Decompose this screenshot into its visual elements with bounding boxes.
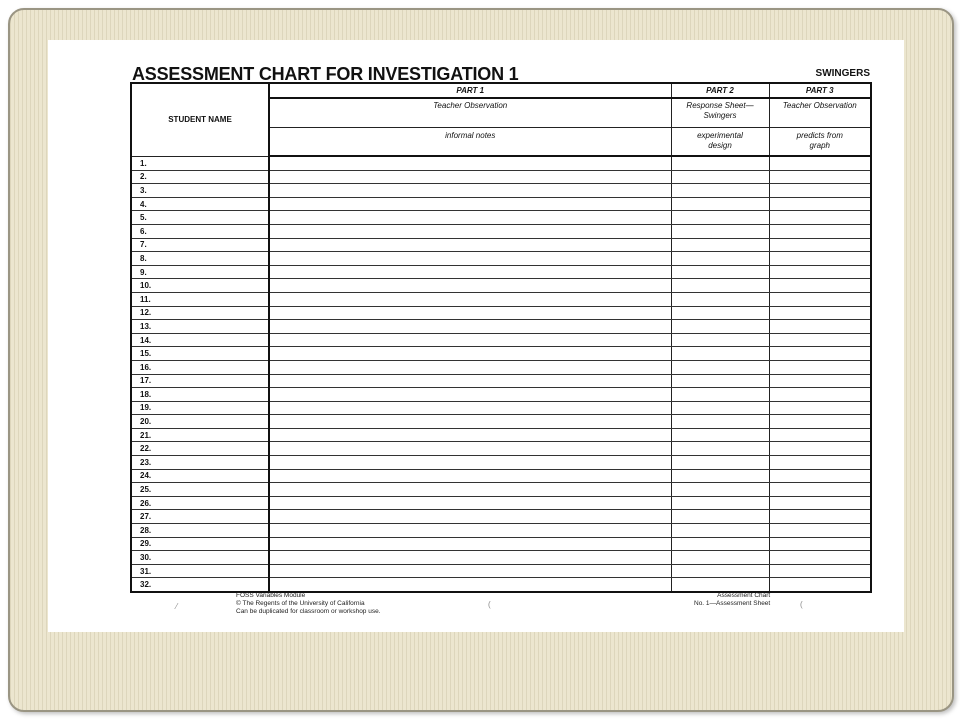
row-number: 2. bbox=[140, 172, 147, 182]
row-number-cell bbox=[131, 374, 269, 388]
part1-cell bbox=[269, 428, 671, 442]
part2-cell bbox=[671, 374, 769, 388]
sheet-subtitle: SWINGERS bbox=[815, 68, 870, 79]
table-row bbox=[131, 238, 871, 252]
table-row bbox=[131, 456, 871, 470]
table-row bbox=[131, 320, 871, 334]
part1-notes: informal notes bbox=[269, 128, 671, 157]
part2-cell bbox=[671, 510, 769, 524]
part2-cell bbox=[671, 483, 769, 497]
row-number-cell bbox=[131, 306, 269, 320]
row-number-cell bbox=[131, 388, 269, 402]
part2-observation: Response Sheet— Swingers bbox=[671, 98, 769, 128]
part2-cell bbox=[671, 388, 769, 402]
part3-cell bbox=[769, 360, 871, 374]
row-number: 12. bbox=[140, 308, 152, 318]
part1-cell bbox=[269, 184, 671, 198]
part2-cell bbox=[671, 306, 769, 320]
row-number: 19. bbox=[140, 403, 152, 413]
part2-cell bbox=[671, 197, 769, 211]
row-number: 30. bbox=[140, 553, 152, 563]
row-number: 23. bbox=[140, 457, 152, 467]
part2-cell bbox=[671, 224, 769, 238]
part3-cell bbox=[769, 537, 871, 551]
row-number: 20. bbox=[140, 417, 152, 427]
row-number: 18. bbox=[140, 389, 152, 399]
row-number: 22. bbox=[140, 444, 152, 454]
part1-cell bbox=[269, 564, 671, 578]
part3-cell bbox=[769, 388, 871, 402]
row-number-cell bbox=[131, 184, 269, 198]
table-row bbox=[131, 333, 871, 347]
part1-cell bbox=[269, 279, 671, 293]
part3-cell bbox=[769, 211, 871, 225]
part3-cell bbox=[769, 184, 871, 198]
student-name-header: STUDENT NAME bbox=[131, 83, 269, 156]
part1-cell bbox=[269, 374, 671, 388]
footer-duplication: Can be duplicated for classroom or workshop use. bbox=[236, 608, 381, 615]
part1-cell bbox=[269, 170, 671, 184]
footer-sheet-number: No. 1—Assessment Sheet bbox=[694, 600, 771, 607]
table-row bbox=[131, 469, 871, 483]
part1-cell bbox=[269, 252, 671, 266]
part3-cell bbox=[769, 238, 871, 252]
part3-cell bbox=[769, 483, 871, 497]
row-number: 32. bbox=[140, 580, 152, 590]
row-number-cell bbox=[131, 347, 269, 361]
part1-cell bbox=[269, 320, 671, 334]
scan-mark: ⁄ bbox=[176, 602, 178, 611]
part3-cell bbox=[769, 401, 871, 415]
row-number: 27. bbox=[140, 512, 152, 522]
table-row bbox=[131, 442, 871, 456]
part1-cell bbox=[269, 156, 671, 170]
part1-header: PART 1 bbox=[269, 83, 671, 98]
row-number-cell bbox=[131, 524, 269, 538]
row-number: 29. bbox=[140, 539, 152, 549]
part2-cell bbox=[671, 360, 769, 374]
assessment-sheet bbox=[48, 40, 904, 632]
part3-cell bbox=[769, 347, 871, 361]
assessment-table bbox=[130, 82, 872, 593]
table-row bbox=[131, 510, 871, 524]
part1-cell bbox=[269, 347, 671, 361]
part2-cell bbox=[671, 428, 769, 442]
table-row bbox=[131, 537, 871, 551]
row-number: 4. bbox=[140, 199, 147, 209]
row-number-cell bbox=[131, 333, 269, 347]
row-number-cell bbox=[131, 578, 269, 592]
table-row bbox=[131, 360, 871, 374]
row-number-cell bbox=[131, 551, 269, 565]
part3-cell bbox=[769, 292, 871, 306]
row-number: 13. bbox=[140, 321, 152, 331]
table-row bbox=[131, 265, 871, 279]
row-number-cell bbox=[131, 252, 269, 266]
scan-mark: ( bbox=[488, 600, 491, 609]
header-row-parts bbox=[131, 83, 871, 98]
row-number-cell bbox=[131, 170, 269, 184]
part3-cell bbox=[769, 578, 871, 592]
part1-cell bbox=[269, 388, 671, 402]
part1-cell bbox=[269, 306, 671, 320]
row-number-cell bbox=[131, 360, 269, 374]
part3-notes: predicts from graph bbox=[769, 128, 871, 157]
row-number: 25. bbox=[140, 485, 152, 495]
part2-cell bbox=[671, 415, 769, 429]
table-row bbox=[131, 483, 871, 497]
row-number: 3. bbox=[140, 185, 147, 195]
part1-cell bbox=[269, 524, 671, 538]
part1-cell bbox=[269, 578, 671, 592]
table-row bbox=[131, 292, 871, 306]
part3-cell bbox=[769, 320, 871, 334]
part2-cell bbox=[671, 252, 769, 266]
row-number: 31. bbox=[140, 566, 152, 576]
sheet-title: ASSESSMENT CHART FOR INVESTIGATION 1 bbox=[132, 64, 519, 84]
part2-cell bbox=[671, 238, 769, 252]
part2-cell bbox=[671, 401, 769, 415]
row-number-cell bbox=[131, 456, 269, 470]
part2-cell bbox=[671, 265, 769, 279]
table-row bbox=[131, 428, 871, 442]
row-number-cell bbox=[131, 211, 269, 225]
row-number-cell bbox=[131, 197, 269, 211]
part3-cell bbox=[769, 415, 871, 429]
table-row bbox=[131, 156, 871, 170]
part3-cell bbox=[769, 224, 871, 238]
part1-cell bbox=[269, 415, 671, 429]
part3-cell bbox=[769, 197, 871, 211]
table-row bbox=[131, 306, 871, 320]
table-row bbox=[131, 578, 871, 592]
table-row bbox=[131, 170, 871, 184]
part3-observation: Teacher Observation bbox=[769, 98, 871, 128]
row-number: 11. bbox=[140, 294, 151, 304]
footer-module: FOSS Variables Module bbox=[236, 592, 306, 599]
part1-cell bbox=[269, 456, 671, 470]
part2-cell bbox=[671, 170, 769, 184]
part2-cell bbox=[671, 537, 769, 551]
part3-cell bbox=[769, 524, 871, 538]
part2-cell bbox=[671, 333, 769, 347]
row-number: 16. bbox=[140, 362, 152, 372]
row-number: 26. bbox=[140, 498, 152, 508]
row-number: 9. bbox=[140, 267, 147, 277]
part2-cell bbox=[671, 496, 769, 510]
part3-cell bbox=[769, 551, 871, 565]
row-number-cell bbox=[131, 279, 269, 293]
part2-cell bbox=[671, 184, 769, 198]
part1-cell bbox=[269, 333, 671, 347]
row-number-cell bbox=[131, 483, 269, 497]
table-row bbox=[131, 388, 871, 402]
row-number-cell bbox=[131, 238, 269, 252]
part1-cell bbox=[269, 442, 671, 456]
row-number: 5. bbox=[140, 213, 147, 223]
part1-cell bbox=[269, 265, 671, 279]
part1-cell bbox=[269, 483, 671, 497]
row-number-cell bbox=[131, 224, 269, 238]
part3-cell bbox=[769, 428, 871, 442]
row-number: 15. bbox=[140, 349, 152, 359]
part2-cell bbox=[671, 564, 769, 578]
part2-cell bbox=[671, 347, 769, 361]
table-row bbox=[131, 415, 871, 429]
part1-cell bbox=[269, 537, 671, 551]
part2-cell bbox=[671, 456, 769, 470]
row-number-cell bbox=[131, 320, 269, 334]
row-number: 21. bbox=[140, 430, 152, 440]
part3-cell bbox=[769, 564, 871, 578]
part1-cell bbox=[269, 360, 671, 374]
table-row bbox=[131, 184, 871, 198]
footer-credits bbox=[236, 592, 381, 616]
row-number: 7. bbox=[140, 240, 147, 250]
row-number-cell bbox=[131, 428, 269, 442]
table-row bbox=[131, 347, 871, 361]
row-number-cell bbox=[131, 415, 269, 429]
part2-cell bbox=[671, 551, 769, 565]
footer-copyright: © The Regents of the University of California bbox=[236, 600, 365, 607]
part3-cell bbox=[769, 306, 871, 320]
table-row bbox=[131, 401, 871, 415]
table-row bbox=[131, 252, 871, 266]
part1-cell bbox=[269, 551, 671, 565]
table-row bbox=[131, 551, 871, 565]
part2-cell bbox=[671, 279, 769, 293]
part1-cell bbox=[269, 401, 671, 415]
part3-cell bbox=[769, 279, 871, 293]
part3-cell bbox=[769, 333, 871, 347]
row-number-cell bbox=[131, 265, 269, 279]
part3-header: PART 3 bbox=[769, 83, 871, 98]
row-number: 14. bbox=[140, 335, 152, 345]
part1-cell bbox=[269, 496, 671, 510]
part3-cell bbox=[769, 496, 871, 510]
table-row bbox=[131, 564, 871, 578]
table-row bbox=[131, 524, 871, 538]
part2-cell bbox=[671, 578, 769, 592]
part2-cell bbox=[671, 442, 769, 456]
part2-cell bbox=[671, 156, 769, 170]
row-number-cell bbox=[131, 469, 269, 483]
row-number-cell bbox=[131, 442, 269, 456]
part2-cell bbox=[671, 292, 769, 306]
part3-cell bbox=[769, 156, 871, 170]
row-number-cell bbox=[131, 496, 269, 510]
table-row bbox=[131, 279, 871, 293]
footer-sheet-id bbox=[694, 592, 770, 608]
part2-notes: experimental design bbox=[671, 128, 769, 157]
part1-cell bbox=[269, 211, 671, 225]
row-number: 17. bbox=[140, 376, 152, 386]
part3-cell bbox=[769, 252, 871, 266]
part3-cell bbox=[769, 265, 871, 279]
row-number: 6. bbox=[140, 226, 147, 236]
row-number-cell bbox=[131, 510, 269, 524]
row-number-cell bbox=[131, 564, 269, 578]
table-row bbox=[131, 224, 871, 238]
part3-cell bbox=[769, 510, 871, 524]
row-number-cell bbox=[131, 292, 269, 306]
part2-cell bbox=[671, 211, 769, 225]
part1-cell bbox=[269, 469, 671, 483]
row-number: 1. bbox=[140, 158, 147, 168]
table-row bbox=[131, 496, 871, 510]
table-row bbox=[131, 197, 871, 211]
part3-cell bbox=[769, 374, 871, 388]
part1-cell bbox=[269, 224, 671, 238]
footer-chart-label: Assessment Chart bbox=[717, 592, 771, 599]
part3-cell bbox=[769, 456, 871, 470]
row-number-cell bbox=[131, 401, 269, 415]
row-number: 28. bbox=[140, 525, 152, 535]
part2-header: PART 2 bbox=[671, 83, 769, 98]
part1-cell bbox=[269, 238, 671, 252]
part2-cell bbox=[671, 469, 769, 483]
part1-cell bbox=[269, 510, 671, 524]
part1-cell bbox=[269, 292, 671, 306]
table-row bbox=[131, 374, 871, 388]
scan-mark: ( bbox=[800, 600, 803, 609]
row-number: 8. bbox=[140, 253, 147, 263]
table-row bbox=[131, 211, 871, 225]
row-number-cell bbox=[131, 537, 269, 551]
row-number-cell bbox=[131, 156, 269, 170]
row-number: 10. bbox=[140, 281, 152, 291]
part1-observation: Teacher Observation bbox=[269, 98, 671, 128]
part3-cell bbox=[769, 442, 871, 456]
part2-cell bbox=[671, 320, 769, 334]
part2-cell bbox=[671, 524, 769, 538]
row-number: 24. bbox=[140, 471, 152, 481]
part3-cell bbox=[769, 469, 871, 483]
part1-cell bbox=[269, 197, 671, 211]
part3-cell bbox=[769, 170, 871, 184]
